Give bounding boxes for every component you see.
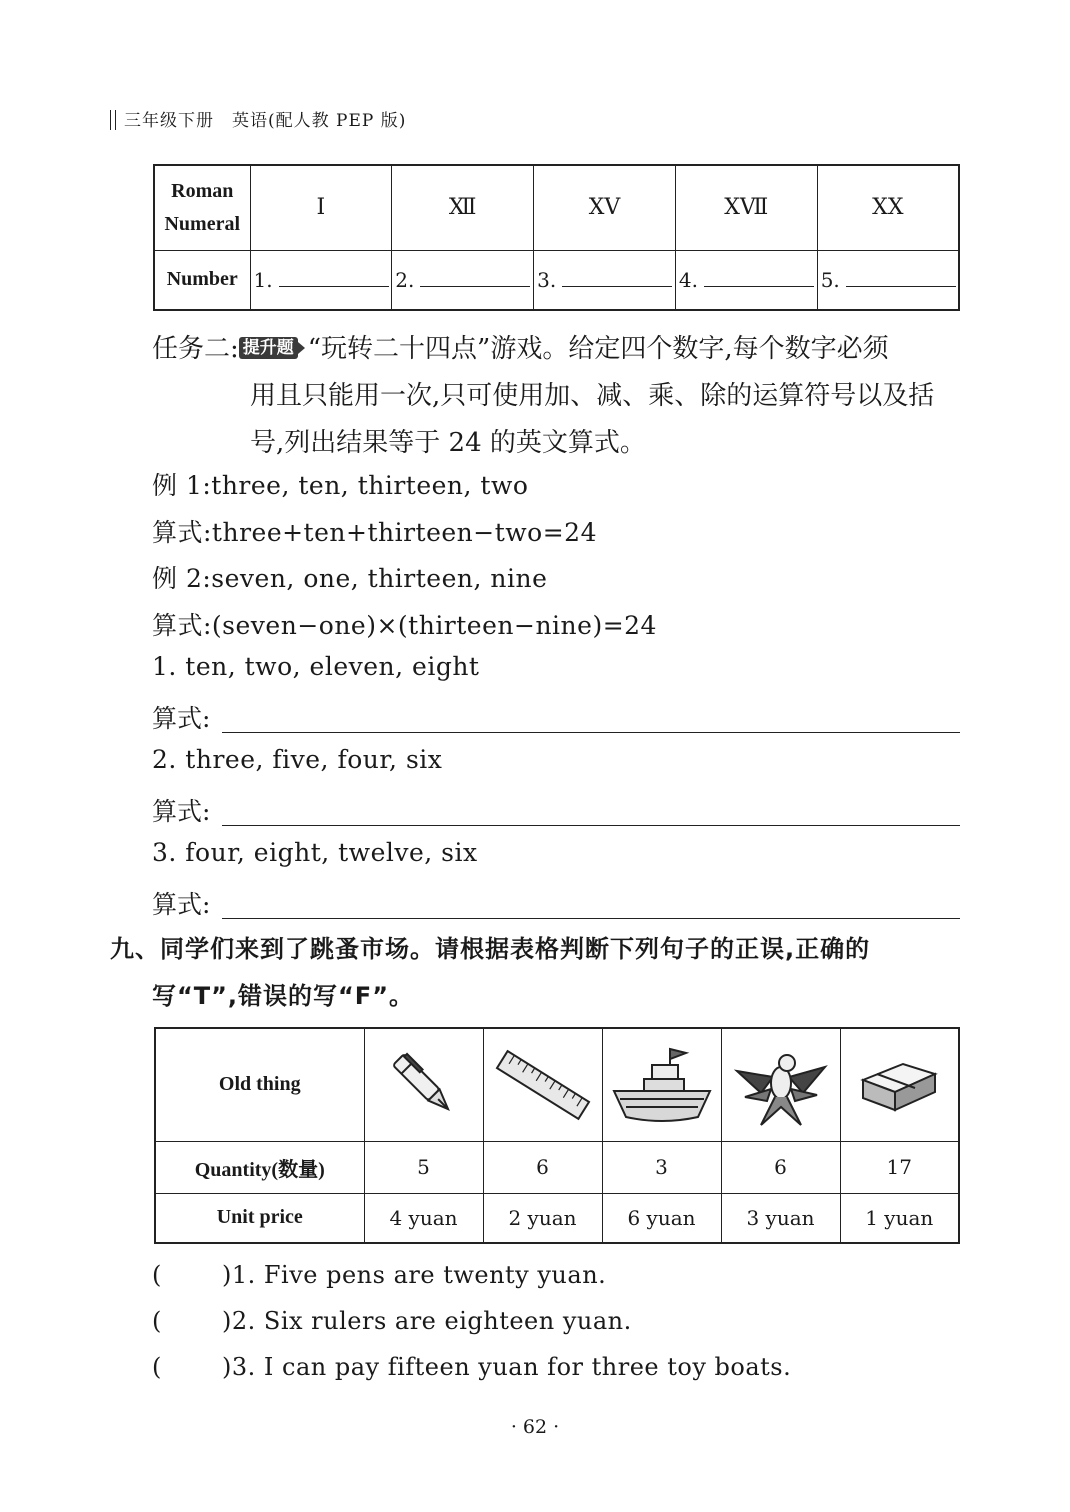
- section-9-heading: 九、同学们来到了跳蚤市场。请根据表格判断下列句子的正误,正确的 写“T”,错误的写“F”。: [110, 935, 871, 1010]
- numeral-row: [154, 165, 959, 250]
- numeral-cell: ⅩⅦ: [675, 165, 817, 250]
- numeral-cell: ⅩⅩ: [817, 165, 959, 250]
- roman-numeral-header: Roman Numeral: [154, 165, 250, 250]
- task-label: 任务二:: [152, 334, 239, 364]
- tf-statement-1: ( )1. Five pens are twenty yuan.: [152, 1261, 607, 1289]
- answer-paren[interactable]: (: [152, 1307, 162, 1335]
- number-row: [154, 250, 959, 310]
- tf-statement-2: ( )2. Six rulers are eighteen yuan.: [152, 1307, 632, 1335]
- item-image-cell: [840, 1028, 959, 1141]
- roman-numeral-table: [153, 164, 960, 311]
- numeral-cell: Ⅻ: [392, 165, 534, 250]
- answer-blank[interactable]: 5.: [817, 250, 959, 310]
- quantity-cell: 6: [483, 1141, 602, 1193]
- quantity-row: [155, 1141, 959, 1193]
- answer-blank[interactable]: 1.: [250, 250, 392, 310]
- price-cell: 6 yuan: [602, 1193, 721, 1243]
- unit-price-row: [155, 1193, 959, 1243]
- problem-3: 3. four, eight, twelve, six: [152, 838, 478, 867]
- answer-paren[interactable]: (: [152, 1261, 162, 1289]
- item-image-cell: [602, 1028, 721, 1141]
- example-2-formula: 算式:(seven−one)×(thirteen−nine)=24: [152, 611, 657, 640]
- item-image-cell: [483, 1028, 602, 1141]
- problem-2: 2. three, five, four, six: [152, 745, 443, 774]
- price-cell: 1 yuan: [840, 1193, 959, 1243]
- flea-market-table: [154, 1027, 960, 1244]
- pen-icon: [384, 1045, 464, 1125]
- answer-paren[interactable]: (: [152, 1353, 162, 1381]
- example-1: 例 1:three, ten, thirteen, two: [152, 471, 529, 500]
- formula-answer-line[interactable]: 算式:: [152, 885, 960, 921]
- numeral-cell: Ⅰ: [250, 165, 392, 250]
- numeral-cell: ⅩⅤ: [534, 165, 676, 250]
- kite-icon: [731, 1041, 831, 1129]
- ruler-icon: [493, 1045, 593, 1125]
- eraser-icon: [857, 1050, 941, 1120]
- quantity-cell: 17: [840, 1141, 959, 1193]
- task-line: 号,列出结果等于 24 的英文算式。: [250, 428, 646, 458]
- number-header: Number: [154, 250, 250, 310]
- header-text: 三年级下册 英语(配人教 PEP 版): [124, 111, 407, 131]
- quantity-cell: 5: [364, 1141, 483, 1193]
- answer-blank[interactable]: 4.: [675, 250, 817, 310]
- quantity-cell: 3: [602, 1141, 721, 1193]
- task-line: 用且只能用一次,只可使用加、减、乘、除的运算符号以及括: [250, 381, 935, 411]
- unit-price-header: Unit price: [155, 1193, 364, 1243]
- advanced-badge: 提升题: [239, 337, 298, 359]
- problem-1: 1. ten, two, eleven, eight: [152, 652, 480, 681]
- item-image-cell: [721, 1028, 840, 1141]
- price-cell: 3 yuan: [721, 1193, 840, 1243]
- answer-blank[interactable]: 3.: [534, 250, 676, 310]
- formula-answer-line[interactable]: 算式:: [152, 699, 960, 735]
- page-number: · 62 ·: [510, 1416, 560, 1438]
- price-cell: 2 yuan: [483, 1193, 602, 1243]
- tf-statement-3: ( )3. I can pay fifteen yuan for three toy boats.: [152, 1353, 792, 1381]
- example-1-formula: 算式:three+ten+thirteen−two=24: [152, 518, 597, 547]
- price-cell: 4 yuan: [364, 1193, 483, 1243]
- formula-answer-line[interactable]: 算式:: [152, 792, 960, 828]
- answer-blank[interactable]: 2.: [392, 250, 534, 310]
- toy-boat-icon: [608, 1043, 716, 1127]
- example-2: 例 2:seven, one, thirteen, nine: [152, 564, 548, 593]
- header-bar-mark: [110, 110, 116, 130]
- quantity-cell: 6: [721, 1141, 840, 1193]
- old-thing-header: Old thing: [155, 1028, 364, 1141]
- page-header: [110, 106, 406, 131]
- quantity-header: Quantity(数量): [155, 1141, 364, 1193]
- old-thing-row: [155, 1028, 959, 1141]
- item-image-cell: [364, 1028, 483, 1141]
- task-two-instructions: [152, 326, 964, 467]
- task-line: “玩转二十四点”游戏。给定四个数字,每个数字必须: [307, 334, 889, 364]
